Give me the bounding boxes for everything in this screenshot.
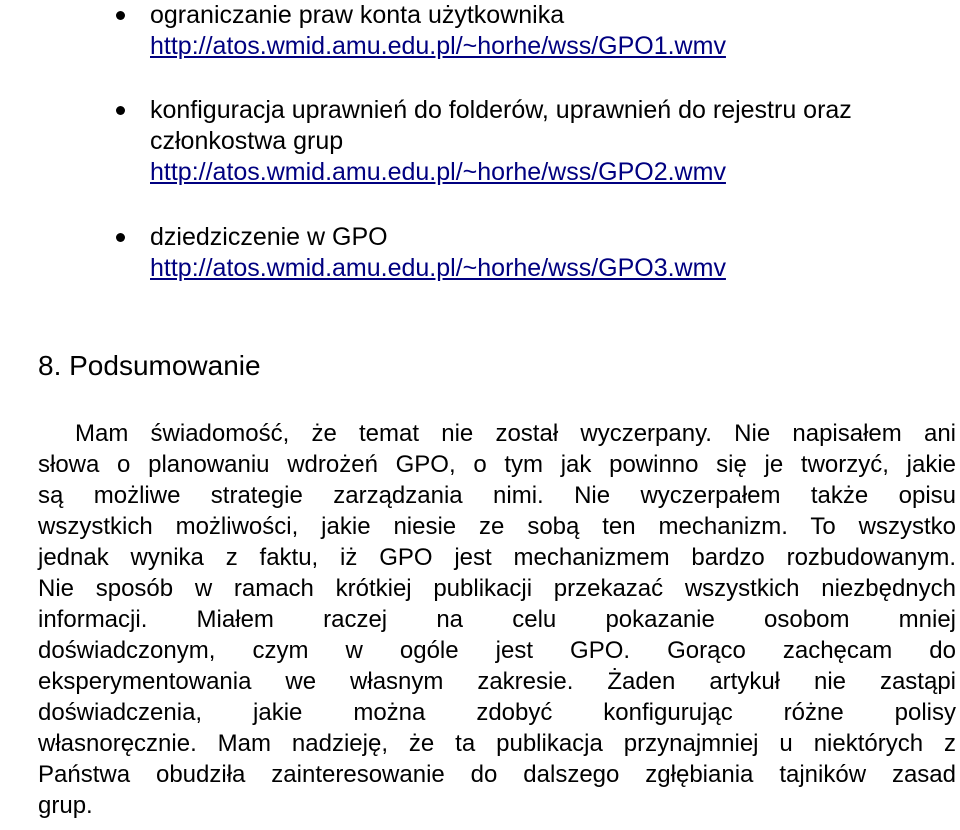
- section-heading: 8. Podsumowanie: [38, 350, 261, 381]
- video-link-gpo1[interactable]: http://atos.wmid.amu.edu.pl/~horhe/wss/GPO1.wmv: [150, 32, 726, 60]
- paragraph-line: Państwa obudziła zainteresowanie do dalszego zgłębiania tajników zasad: [38, 761, 956, 788]
- paragraph-line: własnoręcznie. Mam nadzieję, że ta publikacja przynajmniej u niektórych z: [38, 730, 956, 757]
- paragraph-line: są możliwe strategie zarządzania nimi. Nie wyczerpałem także opisu: [38, 482, 956, 509]
- paragraph-line: słowa o planowaniu wdrożeń GPO, o tym jak powinno się je tworzyć, jakie: [38, 451, 956, 478]
- bullet-text: konfiguracja uprawnień do folderów, uprawnień do rejestru oraz: [150, 96, 852, 124]
- paragraph-line: jednak wynika z faktu, iż GPO jest mechanizmem bardzo rozbudowanym.: [38, 544, 956, 571]
- paragraph-line: doświadczenia, jakie można zdobyć konfigurując różne polisy: [38, 699, 956, 726]
- bullet-dot: [116, 11, 125, 20]
- paragraph-line: eksperymentowania we własnym zakresie. Żaden artykuł nie zastąpi: [38, 668, 956, 695]
- paragraph-line: wszystkich możliwości, jakie niesie ze sobą ten mechanizm. To wszystko: [38, 513, 956, 540]
- paragraph-line: informacji. Miałem raczej na celu pokazanie osobom mniej: [38, 606, 956, 633]
- video-link-gpo3[interactable]: http://atos.wmid.amu.edu.pl/~horhe/wss/GPO3.wmv: [150, 254, 726, 282]
- bullet-text: członkostwa grup: [150, 127, 344, 155]
- bullet-dot: [116, 233, 125, 242]
- bullet-text: dziedziczenie w GPO: [150, 223, 388, 251]
- bullet-text: ograniczanie praw konta użytkownika: [150, 1, 565, 29]
- paragraph-line: doświadczonym, czym w ogóle jest GPO. Gorąco zachęcam do: [38, 637, 956, 664]
- bullet-dot: [116, 106, 125, 115]
- paragraph-line: Mam świadomość, że temat nie został wyczerpany. Nie napisałem ani: [75, 420, 956, 447]
- paragraph-line: Nie sposób w ramach krótkiej publikacji przekazać wszystkich niezbędnych: [38, 575, 956, 602]
- paragraph-line: grup.: [38, 792, 93, 819]
- video-link-gpo2[interactable]: http://atos.wmid.amu.edu.pl/~horhe/wss/GPO2.wmv: [150, 158, 726, 186]
